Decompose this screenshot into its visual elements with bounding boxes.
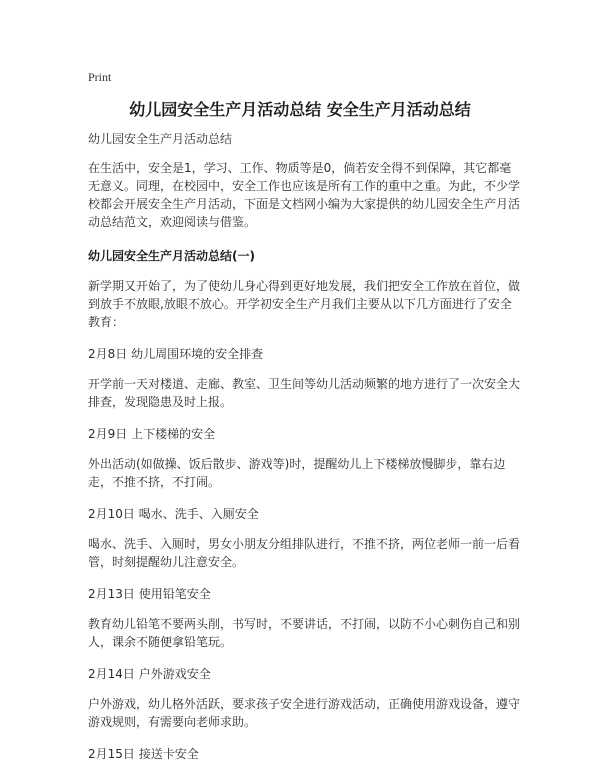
section-intro-paragraph: 新学期又开始了，为了使幼儿身心得到更好地发展，我们把安全工作放在首位，做到放手不放眼,放眼不放心。开学初安全生产月我们主要从以下几方面进行了安全教育：	[88, 279, 521, 329]
entry-body-paragraph: 外出活动(如做操、饭后散步、游戏等)时，提醒幼儿上下楼梯放慢脚步，靠右边走，不推不挤，不打闹。	[88, 457, 506, 489]
section-heading: 幼儿园安全生产月活动总结(一)	[88, 249, 255, 263]
entry-body-paragraph: 教育幼儿铅笔不要两头削，书写时，不要讲话，不打闹，以防不小心刺伤自己和别人，课余不随便拿铅笔玩。	[88, 617, 521, 649]
entry-date-heading: 2月8日 幼儿周围环境的安全排查	[88, 347, 264, 361]
print-link[interactable]: Print	[88, 70, 112, 84]
intro-paragraph: 在生活中，安全是1，学习、工作、物质等是0，倘若安全得不到保障，其它都毫无意义。同理，在校园中，安全工作也应该是所有工作的重中之重。为此，不少学校都会开展安全生产月活动，下面是文档网小编为大家提供的幼儿园安全生产月活动总结范文，欢迎阅读与借鉴。	[88, 161, 521, 229]
entry-date-heading: 2月13日 使用铅笔安全	[88, 587, 211, 601]
entry-date-heading: 2月15日 接送卡安全	[88, 747, 199, 761]
article-body	[88, 130, 520, 775]
entry-date-heading: 2月14日 户外游戏安全	[88, 667, 211, 681]
entry-date-heading: 2月10日 喝水、洗手、入厕安全	[88, 507, 259, 521]
page-title: 幼儿园安全生产月活动总结 安全生产月活动总结	[129, 100, 471, 119]
entry-body-paragraph: 户外游戏，幼儿格外活跃，要求孩子安全进行游戏活动，正确使用游戏设备，遵守游戏规则，有需要向老师求助。	[88, 697, 521, 729]
entry-body-paragraph: 开学前一天对楼道、走廊、教室、卫生间等幼儿活动频繁的地方进行了一次安全大排查，发现隐患及时上报。	[88, 377, 521, 409]
entry-date-heading: 2月9日 上下楼梯的安全	[88, 427, 216, 441]
entry-body-paragraph: 喝水、洗手、入厕时，男女小朋友分组排队进行，不推不挤，两位老师一前一后看管，时刻提醒幼儿注意安全。	[88, 537, 521, 569]
article-subtitle: 幼儿园安全生产月活动总结	[88, 132, 233, 146]
